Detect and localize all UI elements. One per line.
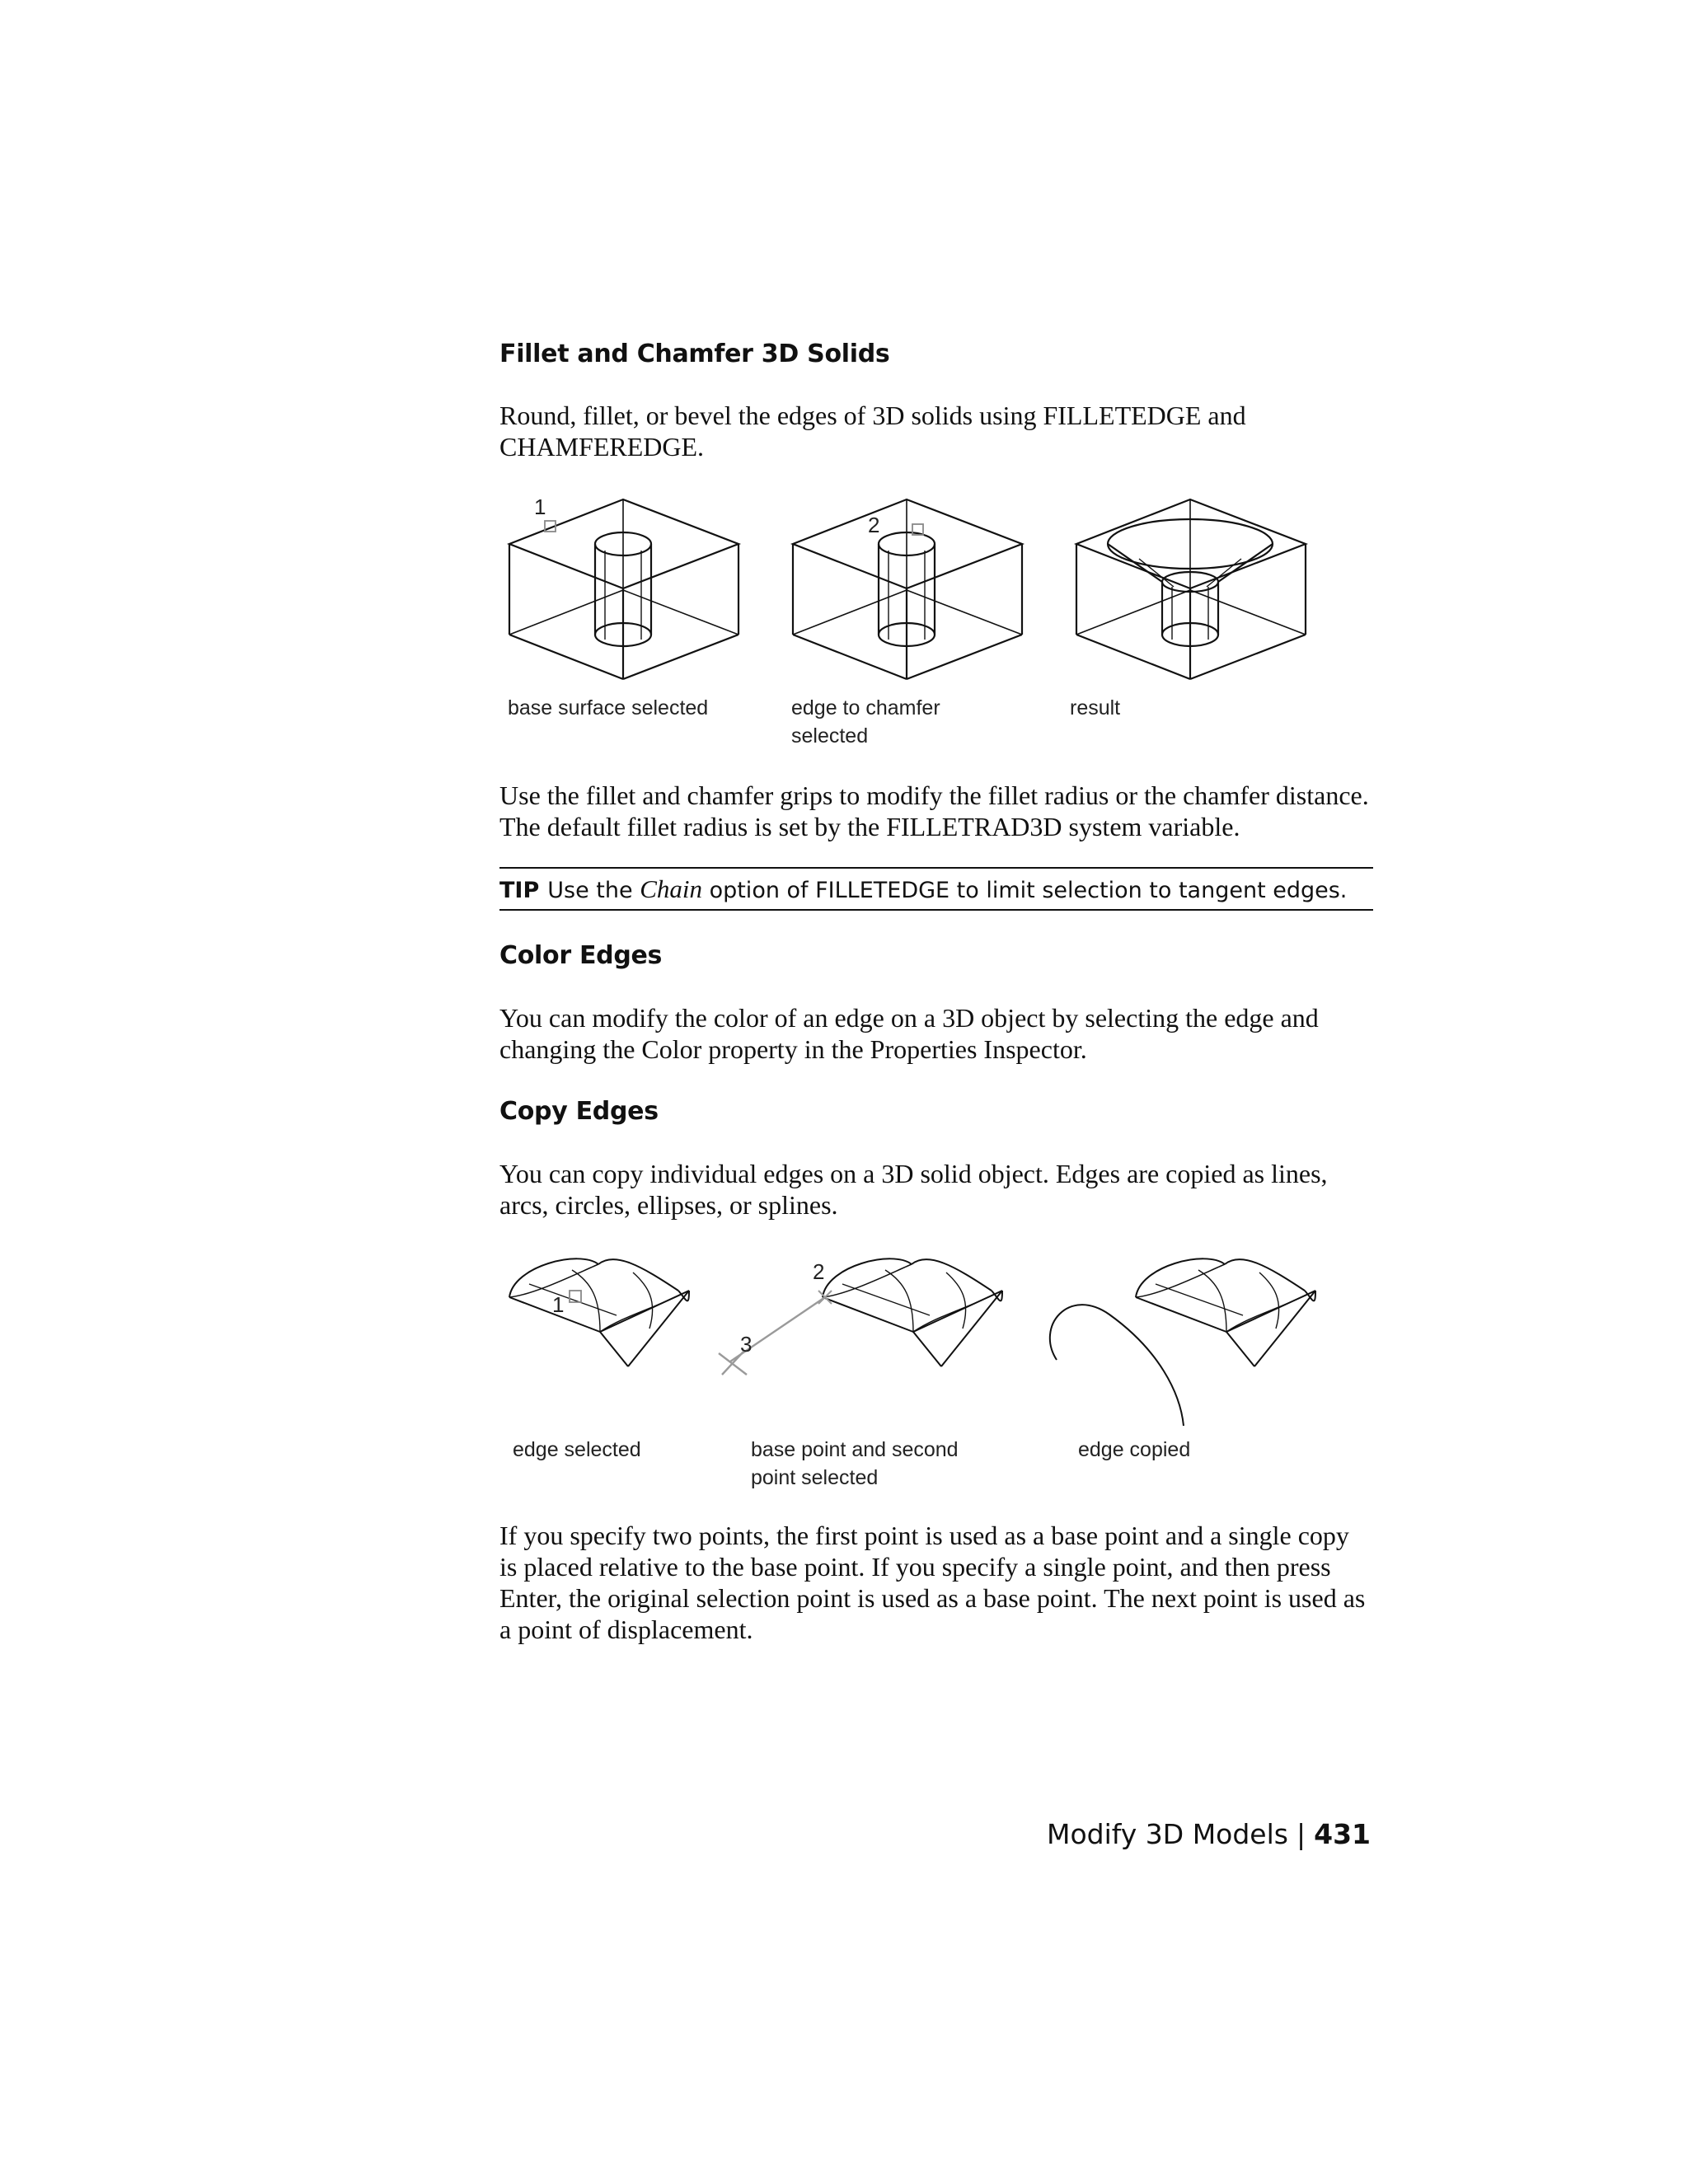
- caption-edge-to-chamfer-selected: edge to chamfer selected: [791, 696, 940, 748]
- paragraph-copy-edges-points: If you specify two points, the first point is used as a base point and a single copy is placed relative to the base point. If you specify a single point, and then press Enter, the original selection point is used as a base point. The next point is used as a point of displacement.: [499, 1521, 1366, 1644]
- page-number: 431: [1314, 1818, 1371, 1850]
- footer-separator: |: [1296, 1818, 1306, 1850]
- solid-edge-copied: [1050, 1258, 1315, 1426]
- marker-1: 1: [534, 494, 546, 519]
- paragraph-fillet-grips: Use the fillet and chamfer grips to modify the fillet radius or the chamfer distance. The default fillet radius is set by the FILLETRAD3D system variable.: [499, 780, 1369, 841]
- tip-text-after: option of FILLETEDGE to limit selection to tangent edges.: [701, 878, 1348, 903]
- marker-2: 2: [813, 1259, 825, 1284]
- paragraph-fillet-intro: Round, fillet, or bevel the edges of 3D solids using FILLETEDGE and CHAMFEREDGE.: [499, 401, 1246, 462]
- section-heading-fillet-chamfer: Fillet and Chamfer 3D Solids: [499, 340, 890, 368]
- caption-base-surface-selected: base surface selected: [508, 696, 709, 719]
- caption-base-point-and-second-point-selected: base point and second point selected: [751, 1438, 959, 1489]
- tip-text: [499, 875, 1347, 905]
- paragraph-copy-edges-intro: You can copy individual edges on a 3D solid object. Edges are copied as lines, arcs, circles, ellipses, or splines.: [499, 1159, 1328, 1220]
- caption-edge-selected: edge selected: [513, 1438, 641, 1461]
- section-heading-color-edges: Color Edges: [499, 941, 663, 970]
- page-footer: [1047, 1818, 1371, 1850]
- caption-edge-copied: edge copied: [1078, 1438, 1191, 1461]
- tip-text-before: Use the: [547, 878, 640, 903]
- figure-fillet-chamfer: [499, 494, 1373, 758]
- marker-1: 1: [552, 1292, 565, 1317]
- marker-3: 3: [740, 1332, 753, 1357]
- marker-2: 2: [868, 513, 880, 537]
- footer-chapter-title: Modify 3D Models: [1046, 1818, 1288, 1850]
- figure-copy-edges: [499, 1244, 1373, 1492]
- paragraph-color-edges: You can modify the color of an edge on a 3D object by selecting the edge and changing the Color property in the Properties Inspector.: [499, 1003, 1319, 1064]
- figure-fillet-chamfer-drawing: [499, 494, 1373, 692]
- caption-result: result: [1070, 696, 1121, 719]
- box-result: [1076, 499, 1306, 679]
- tip-emphasis: Chain: [640, 874, 702, 903]
- solid-edge-selected: [509, 1258, 689, 1366]
- box-edge-to-chamfer-selected: [793, 499, 1022, 679]
- copied-arc: [1050, 1305, 1184, 1426]
- box-base-surface-selected: [509, 499, 738, 679]
- solid-base-point-and-second-point: [719, 1258, 1002, 1375]
- tip-box: [499, 867, 1373, 911]
- section-heading-copy-edges: Copy Edges: [499, 1097, 659, 1126]
- tip-label: TIP: [499, 878, 540, 903]
- figure-copy-edges-drawing: [499, 1244, 1373, 1434]
